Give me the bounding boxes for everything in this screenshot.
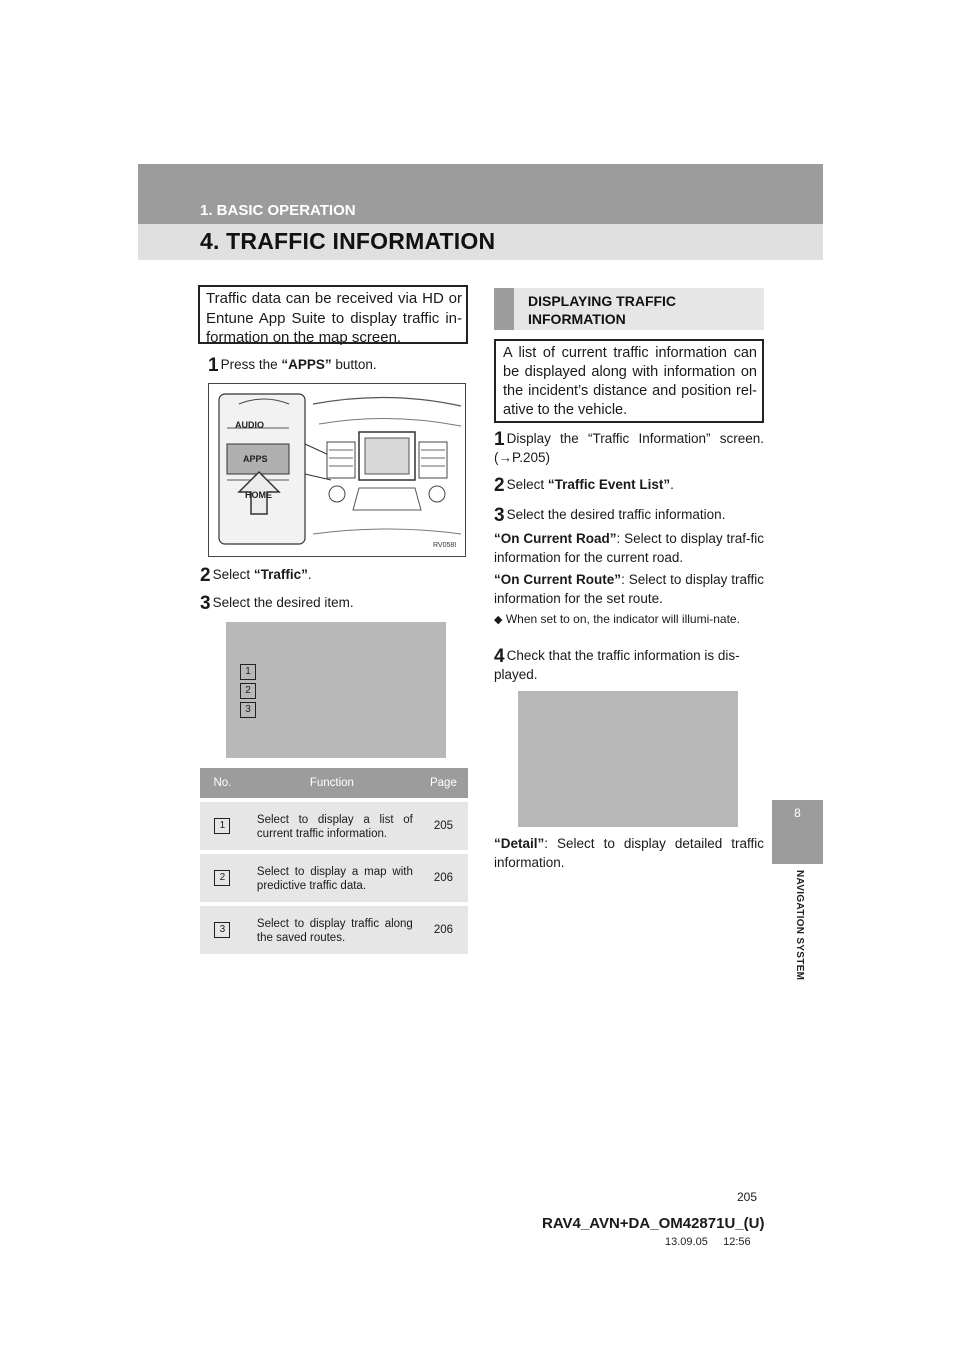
table-cell-function: Select to display a map with predictive traffic data. [245,852,419,904]
marker-3: 3 [240,702,256,718]
step-number: 1 [494,429,505,450]
right-step-3: 3 Select the desired traffic information. [494,505,726,526]
on-current-road-text: “On Current Road”: Select to display traf-fic information for the current road. [494,531,764,565]
step-number: 3 [200,593,211,614]
step-number: 2 [200,565,211,586]
section-label: 1. BASIC OPERATION [200,202,356,219]
table-header-row [200,768,468,800]
section-heading: DISPLAYING TRAFFIC INFORMATION [528,293,677,327]
step-number: 2 [494,475,505,496]
table-cell-page: 205 [419,800,468,852]
col-function: Function [245,768,419,800]
table-row [200,800,468,852]
dashboard-illustration [209,384,465,556]
left-step-1: 1 Press the “APPS” button. [208,355,377,376]
table-row [200,852,468,904]
page-title: 4. TRAFFIC INFORMATION [200,228,496,254]
traffic-menu-screen [226,622,446,758]
dashboard-photo [208,383,466,557]
col-page: Page [419,768,468,800]
step-number: 3 [494,505,505,526]
right-intro-box: A list of current traffic information can be displayed along with information on the incident’s distance and position rel-ative to the vehicle. [494,339,764,423]
table-cell-page: 206 [419,852,468,904]
detail-text: “Detail”: Select to display detailed traffic information. [494,836,764,870]
row-marker: 3 [214,922,230,938]
left-step-2: 2 Select “Traffic”. [200,565,312,586]
on-current-route-text: “On Current Route”: Select to display traffic information for the set route. [494,572,764,606]
apps-label: “APPS” [281,357,332,372]
marker-1: 1 [240,664,256,680]
table-cell-function: Select to display traffic along the saved routes. [245,904,419,954]
table-cell-function: Select to display a list of current traffic information. [245,800,419,852]
left-step-3: 3 Select the desired item. [200,593,354,614]
traffic-info-screen [518,691,738,827]
marker-2: 2 [240,683,256,699]
right-step-2: 2 Select “Traffic Event List”. [494,475,674,496]
document-code: RAV4_AVN+DA_OM42871U_(U) [542,1215,765,1232]
diamond-bullet-icon: ◆ [494,614,503,626]
chapter-number: 8 [794,806,801,820]
audio-button-label: AUDIO [235,420,264,430]
print-timestamp: 13.09.05 12:56 [665,1236,751,1248]
home-button-label: HOME [245,490,272,500]
row-marker: 1 [214,818,230,834]
step-number: 1 [208,355,219,376]
section-heading-bar [494,288,514,330]
apps-button-label: APPS [243,454,268,464]
traffic-event-list-label: “Traffic Event List” [547,477,671,492]
table-cell-page: 206 [419,904,468,954]
function-table [200,768,468,954]
traffic-label: “Traffic” [253,567,308,582]
right-step-4: 4 Check that the traffic information is dis-played. [494,646,740,682]
row-marker: 2 [214,870,230,886]
step-number: 4 [494,646,505,667]
left-intro-box: Traffic data can be received via HD or Entune App Suite to display traffic in-formation on the map screen. [198,285,468,344]
chapter-label-container [750,870,845,1020]
indicator-note: ◆ When set to on, the indicator will illumi-nate. [494,612,740,626]
col-no: No. [200,768,245,800]
chapter-label: NAVIGATION SYSTEM [794,870,805,981]
right-step-1: 1 Display the “Traffic Information” screen. (→P.205) [494,429,764,465]
figure-code: RV058I [433,542,457,549]
page-number: 205 [737,1190,758,1204]
table-row [200,904,468,954]
